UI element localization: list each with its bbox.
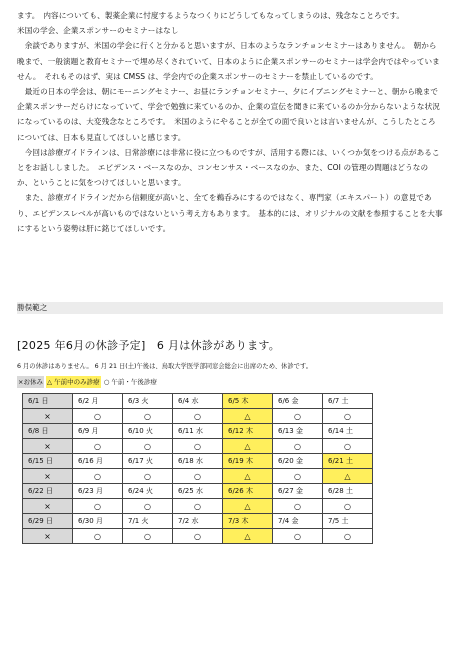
calendar-date-cell: 6/4 水 bbox=[173, 394, 223, 409]
author-name: 勝俣範之 bbox=[17, 302, 443, 314]
calendar-status-cell: ○ bbox=[173, 439, 223, 454]
calendar-date-cell: 6/6 金 bbox=[273, 394, 323, 409]
calendar-mark-row bbox=[23, 409, 373, 424]
calendar-status-cell: △ bbox=[223, 439, 273, 454]
calendar-date-row bbox=[23, 484, 373, 499]
calendar-mark-row bbox=[23, 439, 373, 454]
calendar-date-cell: 6/9 月 bbox=[73, 424, 123, 439]
calendar-status-cell: ○ bbox=[73, 439, 123, 454]
calendar-status-cell: △ bbox=[323, 469, 373, 484]
calendar-status-cell: △ bbox=[223, 529, 273, 544]
calendar-date-row bbox=[23, 454, 373, 469]
calendar-status-cell: ○ bbox=[173, 409, 223, 424]
paragraph: 余談でありますが、米国の学会に行くと分かると思いますが、日本のようなランチョンセミナーはありません。 朝から晩まで、一般演題と教育セミナーで埋め尽くされていて、日本のように企業スポンサーのセミナーは学会内ではやっていません。 それもそのはず、実は CMSS は、学会内での企業スポンサーのセミナーを禁止しているのです。 bbox=[17, 41, 440, 81]
calendar-status-cell: × bbox=[23, 469, 73, 484]
paragraph: 今回は診療ガイドラインは、日常診療には非常に役に立つものですが、活用する際には、いくつか気をつける点があることをお話ししました。 エビデンス・ベースなのか、コンセンサス・ベースなのか、また、COI の管理の問題はどうなのか、ということに気をつけてほしいと思います。 bbox=[17, 147, 440, 188]
calendar-status-cell: ○ bbox=[273, 409, 323, 424]
calendar-date-row bbox=[23, 394, 373, 409]
legend-am-only: △ 午前中のみ診療 bbox=[47, 378, 100, 386]
calendar-status-cell: ○ bbox=[123, 499, 173, 514]
calendar-status-cell: × bbox=[23, 409, 73, 424]
calendar-status-cell: ○ bbox=[323, 499, 373, 514]
calendar-date-cell: 6/23 月 bbox=[73, 484, 123, 499]
calendar-status-cell: ○ bbox=[73, 409, 123, 424]
calendar-date-row bbox=[23, 424, 373, 439]
calendar-status-cell: ○ bbox=[173, 529, 223, 544]
calendar-date-cell: 6/28 土 bbox=[323, 484, 373, 499]
calendar-mark-row bbox=[23, 469, 373, 484]
calendar-date-cell: 6/29 日 bbox=[23, 514, 73, 529]
calendar-status-cell: ○ bbox=[273, 499, 323, 514]
calendar-status-cell: ○ bbox=[123, 469, 173, 484]
calendar-status-cell: ○ bbox=[273, 469, 323, 484]
calendar-status-cell: ○ bbox=[123, 409, 173, 424]
calendar-date-cell: 7/2 水 bbox=[173, 514, 223, 529]
calendar-date-cell: 6/17 火 bbox=[123, 454, 173, 469]
calendar-date-cell: 6/20 金 bbox=[273, 454, 323, 469]
calendar-date-cell: 7/1 火 bbox=[123, 514, 173, 529]
section-heading: 米国の学会、企業スポンサーのセミナーはなし bbox=[17, 26, 179, 36]
schedule-title: [2025 年6月の休診予定] 6 月は休診があります。 bbox=[17, 339, 281, 352]
calendar-status-cell: ○ bbox=[273, 529, 323, 544]
calendar-status-cell: ○ bbox=[323, 409, 373, 424]
calendar-status-cell: ○ bbox=[323, 529, 373, 544]
calendar-date-cell: 6/30 月 bbox=[73, 514, 123, 529]
calendar-mark-row bbox=[23, 499, 373, 514]
calendar-status-cell: ○ bbox=[73, 469, 123, 484]
article-body bbox=[17, 8, 443, 236]
calendar-date-cell: 6/22 日 bbox=[23, 484, 73, 499]
calendar-date-cell: 6/3 火 bbox=[123, 394, 173, 409]
calendar-date-cell: 6/21 土 bbox=[323, 454, 373, 469]
calendar-status-cell: △ bbox=[223, 469, 273, 484]
calendar-status-cell: × bbox=[23, 439, 73, 454]
calendar-date-cell: 6/16 月 bbox=[73, 454, 123, 469]
paragraph: ます。 内容についても、製薬企業に忖度するようなつくりにどうしてもなってしまうのは、残念なことろです。 bbox=[17, 11, 405, 20]
calendar-date-cell: 6/24 火 bbox=[123, 484, 173, 499]
schedule-note: 6 月の休診はありません。 6 月 21 日(土)午後は、鳥取大学医学部同窓会総会に出席のため、休診です。 bbox=[17, 363, 313, 370]
paragraph: 最近の日本の学会は、朝にモーニングセミナー、お昼にランチョンセミナー、夕にイブニングセミナーと、朝から晩まで企業スポンサーだらけになっていて、学会で勉強に来ているのか、企業の宣伝を聞きに来ているのか分からないような状況になっているのは、大変残念なところです。 米国のようにやることが全ての面で良いとは言いませんが、こうしたところについては、日本も見直してほしいと感じます。 bbox=[17, 87, 440, 142]
calendar-date-cell: 6/18 水 bbox=[173, 454, 223, 469]
calendar-date-cell: 6/27 金 bbox=[273, 484, 323, 499]
calendar-table bbox=[22, 393, 373, 544]
calendar-status-cell: × bbox=[23, 499, 73, 514]
calendar-status-cell: ○ bbox=[173, 469, 223, 484]
calendar-date-cell: 6/19 木 bbox=[223, 454, 273, 469]
calendar-date-cell: 6/7 土 bbox=[323, 394, 373, 409]
paragraph: また、診療ガイドラインだから信頼度が高いと、全てを鵜呑みにするのではなく、専門家（エキスパート）の意見であり、エビデンスレベルが高いものではないという考え方もあります。 基本的には、オリジナルの文献を参照することを大事にするという姿勢は肝に銘じてほしいです。 bbox=[17, 193, 443, 233]
calendar-date-cell: 7/3 木 bbox=[223, 514, 273, 529]
calendar-date-cell: 6/5 木 bbox=[223, 394, 273, 409]
calendar-status-cell: ○ bbox=[73, 529, 123, 544]
calendar-date-cell: 6/2 月 bbox=[73, 394, 123, 409]
schedule-legend bbox=[17, 376, 158, 388]
calendar-date-cell: 6/10 火 bbox=[123, 424, 173, 439]
calendar-status-cell: ○ bbox=[273, 439, 323, 454]
calendar-date-cell: 6/13 金 bbox=[273, 424, 323, 439]
legend-full-day: ○ 午前・午後診療 bbox=[103, 378, 157, 386]
calendar-date-row bbox=[23, 514, 373, 529]
calendar-date-cell: 6/14 土 bbox=[323, 424, 373, 439]
calendar-date-cell: 7/4 金 bbox=[273, 514, 323, 529]
legend-closed: ×お休み bbox=[18, 378, 43, 386]
calendar-status-cell: ○ bbox=[123, 529, 173, 544]
calendar-mark-row bbox=[23, 529, 373, 544]
calendar-date-cell: 6/1 日 bbox=[23, 394, 73, 409]
calendar-status-cell: ○ bbox=[173, 499, 223, 514]
calendar-status-cell: △ bbox=[223, 409, 273, 424]
calendar-status-cell: △ bbox=[223, 499, 273, 514]
calendar-date-cell: 6/25 水 bbox=[173, 484, 223, 499]
calendar-status-cell: ○ bbox=[323, 439, 373, 454]
calendar-date-cell: 6/15 日 bbox=[23, 454, 73, 469]
calendar-date-cell: 6/26 木 bbox=[223, 484, 273, 499]
calendar-date-cell: 6/11 水 bbox=[173, 424, 223, 439]
calendar-status-cell: ○ bbox=[73, 499, 123, 514]
calendar-date-cell: 6/8 日 bbox=[23, 424, 73, 439]
calendar-date-cell: 6/12 木 bbox=[223, 424, 273, 439]
calendar-status-cell: × bbox=[23, 529, 73, 544]
calendar-status-cell: ○ bbox=[123, 439, 173, 454]
calendar-date-cell: 7/5 土 bbox=[323, 514, 373, 529]
